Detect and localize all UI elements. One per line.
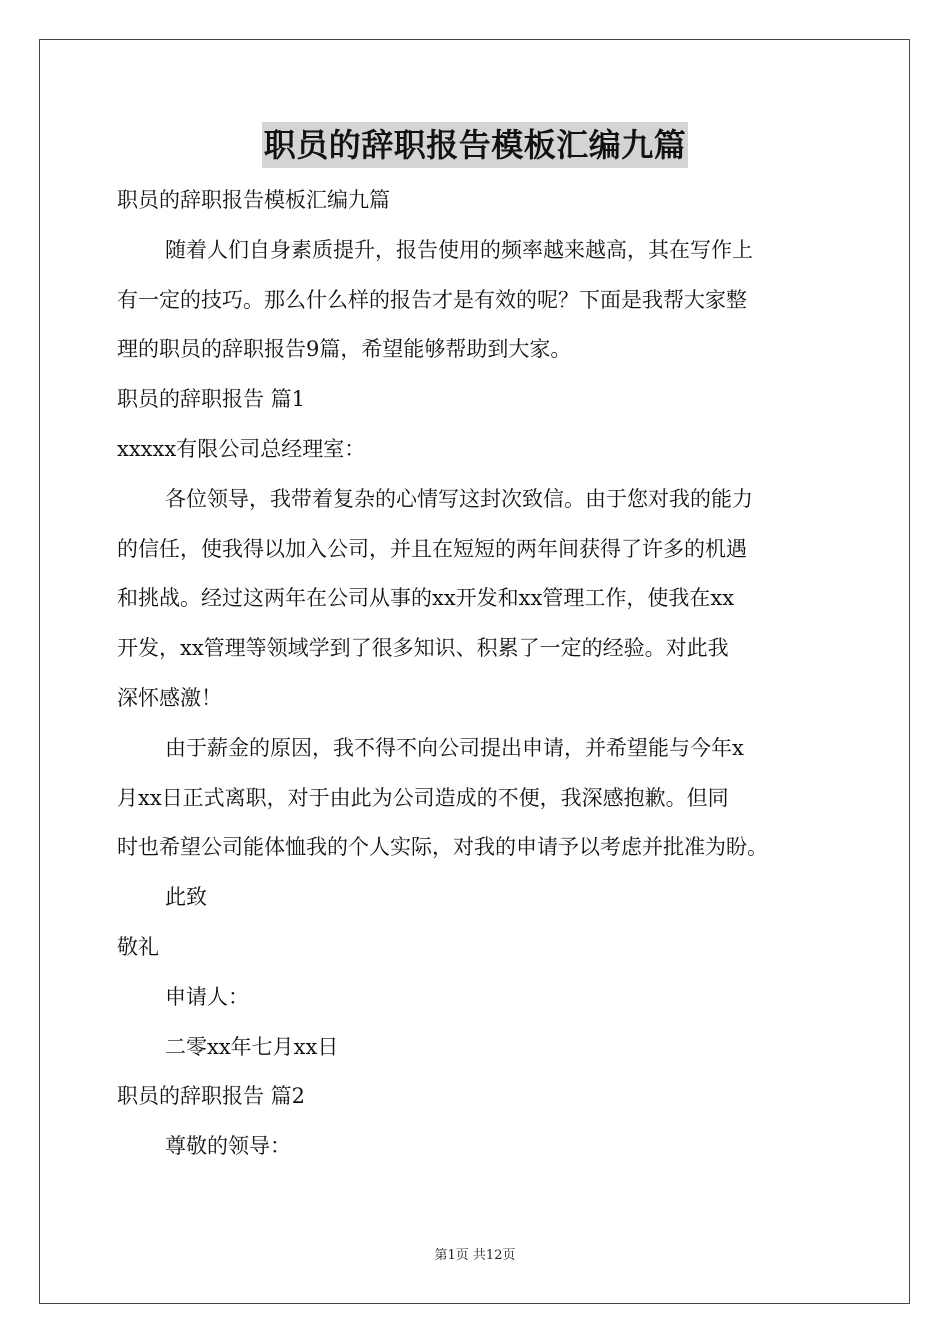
text-line: 二零xx年七月xx日 — [165, 1034, 339, 1059]
text-line: 时也希望公司能体恤我的个人实际，对我的申请予以考虑并批准为盼。 — [117, 835, 768, 860]
document-title: 职员的辞职报告模板汇编九篇 — [262, 122, 689, 168]
text-line: 此致 — [165, 885, 207, 910]
text-line: 深怀感激！ — [117, 685, 222, 710]
text-line: 的信任，使我得以加入公司，并且在短短的两年间获得了许多的机遇 — [117, 536, 747, 561]
title-area — [0, 122, 950, 168]
text-line: 随着人们自身素质提升，报告使用的频率越来越高，其在写作上 — [165, 237, 753, 262]
text-line: 有一定的技巧。那么什么样的报告才是有效的呢？下面是我帮大家整 — [117, 287, 747, 312]
document-body — [117, 176, 847, 1172]
text-line: 敬礼 — [117, 934, 159, 959]
text-line: 理的职员的辞职报告9篇，希望能够帮助到大家。 — [117, 337, 572, 362]
text-line: 申请人： — [165, 984, 249, 1009]
text-line: 职员的辞职报告 篇1 — [117, 387, 306, 412]
text-line: 开发，xx管理等领域学到了很多知识、积累了一定的经验。对此我 — [117, 636, 729, 661]
text-line: 各位领导，我带着复杂的心情写这封次致信。由于您对我的能力 — [165, 486, 753, 511]
text-line: 尊敬的领导： — [165, 1134, 291, 1159]
text-line: 由于薪金的原因，我不得不向公司提出申请，并希望能与今年x — [165, 735, 744, 760]
text-line: 职员的辞职报告 篇2 — [117, 1084, 306, 1109]
text-line: xxxxx有限公司总经理室： — [117, 436, 366, 461]
text-line: 职员的辞职报告模板汇编九篇 — [117, 188, 390, 212]
text-line: 月xx日正式离职，对于由此为公司造成的不便，我深感抱歉。但同 — [117, 785, 729, 810]
text-line: 和挑战。经过这两年在公司从事的xx开发和xx管理工作，使我在xx — [117, 586, 735, 611]
page-footer: 第1页 共12页 — [434, 1248, 516, 1263]
